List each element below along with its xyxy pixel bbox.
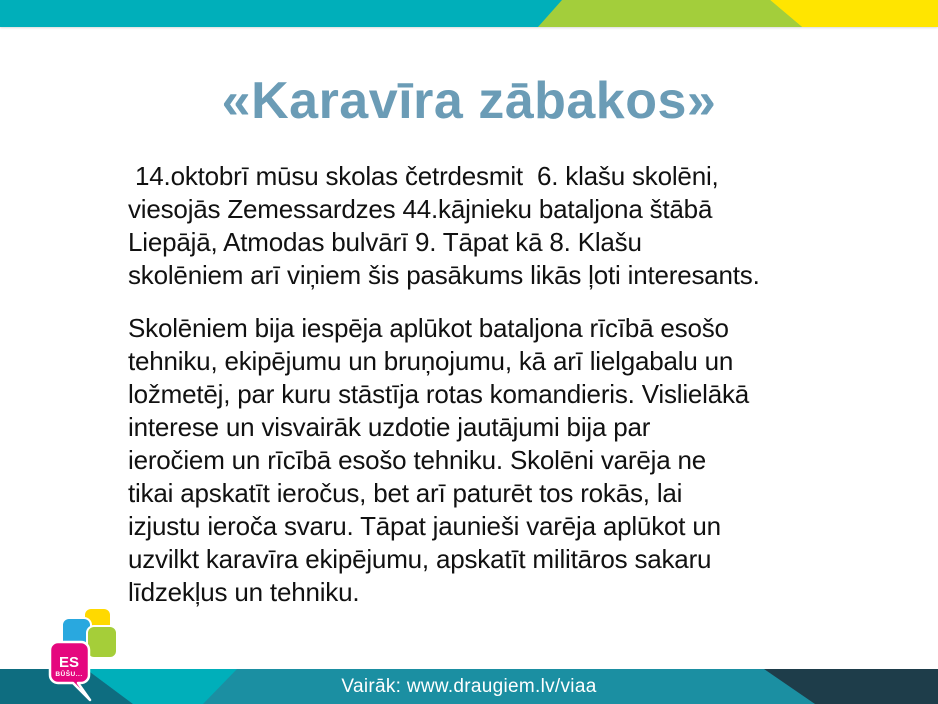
logo-speech-bubbles	[50, 608, 117, 700]
header-green-shape	[538, 0, 802, 27]
logo-text-es: ES	[58, 654, 80, 671]
text-line: uzvilkt karavīra ekipējumu, apskatīt militāros sakaru	[128, 544, 712, 574]
paragraph-1	[128, 160, 828, 292]
text-line: interese un visvairāk uzdotie jautājumi bija par	[128, 412, 651, 442]
body-text	[128, 160, 828, 609]
page-title: «Karavīra zābakos»	[221, 72, 717, 130]
text-line: izjustu ieroča svaru. Tāpat jaunieši varēja aplūkot un	[128, 511, 721, 541]
footer-url-text: Vairāk: www.draugiem.lv/viaa	[341, 676, 597, 697]
text-line: Liepājā, Atmodas bulvārī 9. Tāpat kā 8. Klašu	[128, 227, 642, 257]
text-line: Skolēniem bija iespēja aplūkot bataljona rīcībā esošo	[128, 313, 729, 343]
text-line: ieročiem un rīcībā esošo tehniku. Skolēni varēja ne	[128, 445, 707, 475]
logo-green-bubble	[87, 626, 117, 658]
text-line: 14.oktobrī mūsu skolas četrdesmit 6. klašu skolēni,	[128, 161, 719, 191]
text-line: tehniku, ekipējumu un bruņojumu, kā arī lielgabalu un	[128, 346, 734, 376]
text-line: viesojās Zemessardzes 44.kājnieku bataljona štābā	[128, 194, 713, 224]
paragraph-2	[128, 312, 828, 609]
text-line: ložmetēj, par kuru stāstīja rotas komandieris. Vislielākā	[128, 379, 750, 409]
text-line: līdzekļus un tehniku.	[128, 577, 360, 607]
logo-text-busu: BŪŠU...	[55, 671, 83, 678]
header-bar	[0, 0, 938, 27]
text-line: skolēniem arī viņiem šis pasākums likās ļoti interesants.	[128, 260, 760, 290]
text-line: tikai apskatīt ieročus, bet arī paturēt tos rokās, lai	[128, 478, 683, 508]
es-busu-logo	[45, 599, 135, 704]
